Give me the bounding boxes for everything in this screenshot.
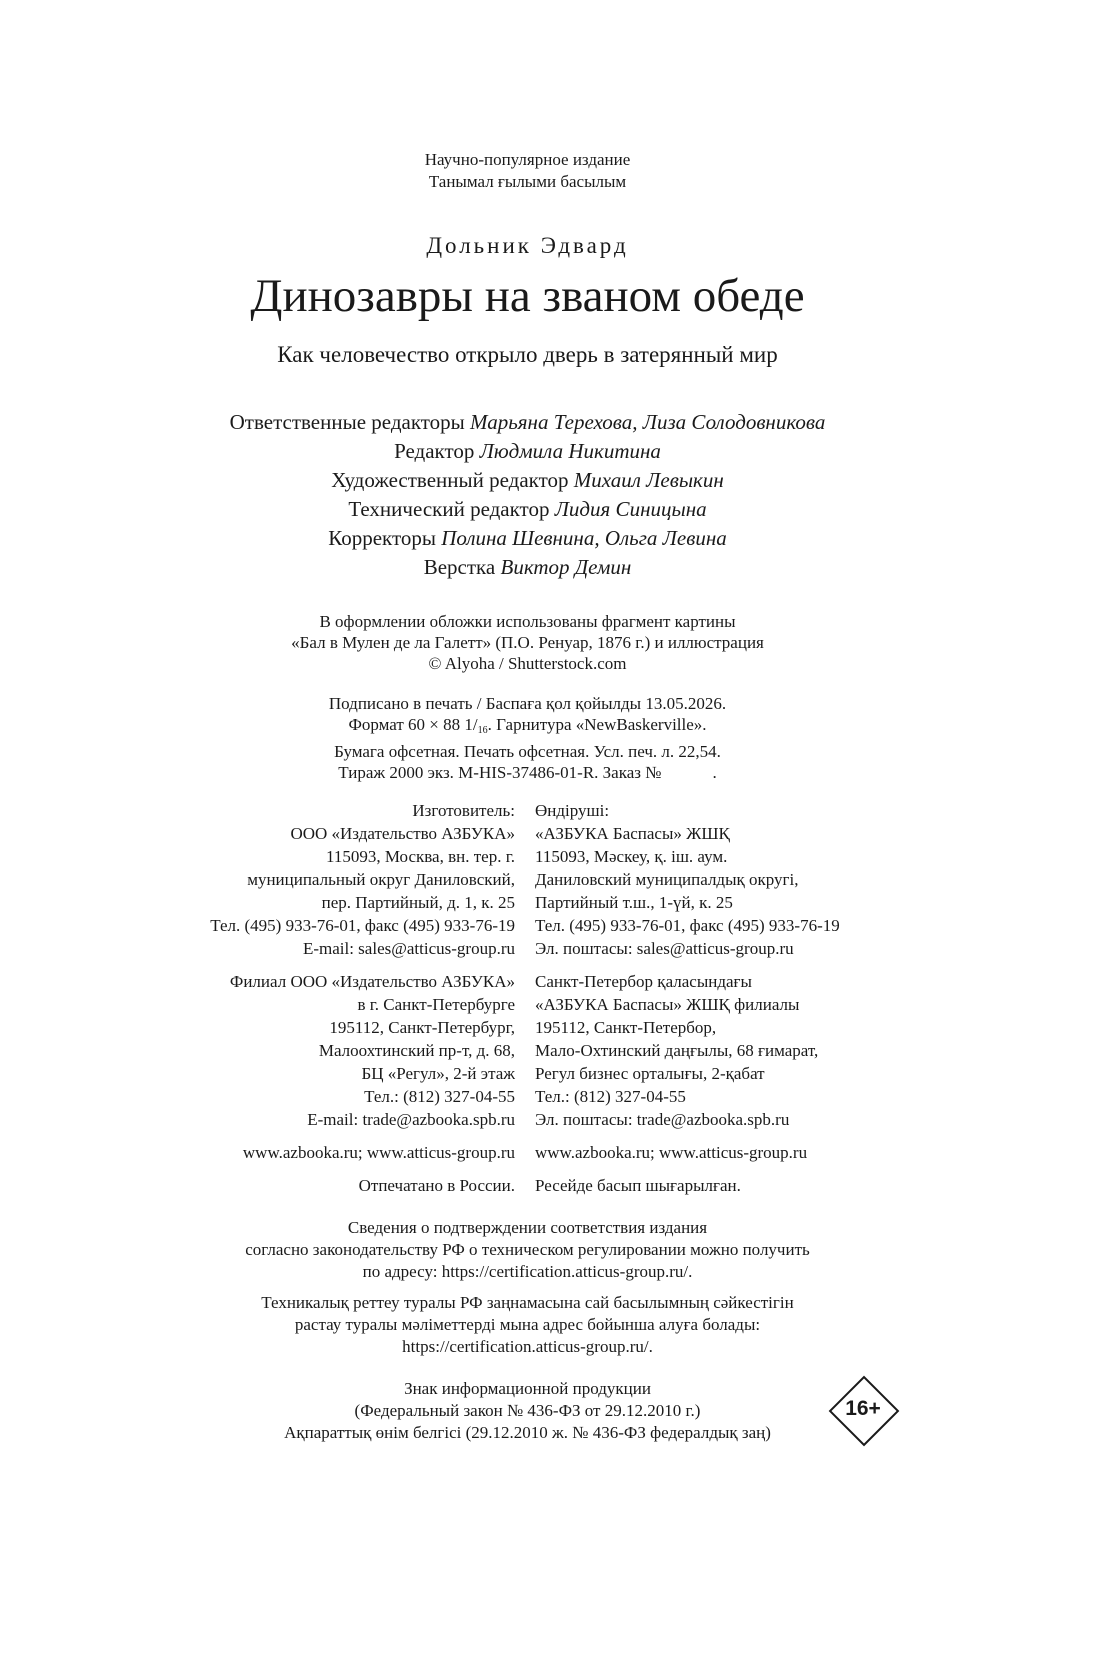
manufacturer-line: Партийный т.ш., 1-үй, к. 25 — [535, 893, 733, 912]
format-fraction: 1 — [464, 715, 473, 734]
credit-line — [0, 466, 1055, 495]
branch-line: Малоохтинский пр-т, д. 68, — [318, 1041, 515, 1060]
genre-ru: Научно-популярное издание — [424, 150, 631, 169]
credit-line — [0, 408, 1055, 437]
manufacturer-email: E-mail: sales@atticus-group.ru — [302, 939, 515, 958]
branch-line: 195112, Санкт-Петербор, — [535, 1018, 717, 1037]
run-line: Тираж 2000 экз. M-HIS-37486-01-R. Заказ № . — [338, 763, 717, 782]
credit-names: Марьяна Терехова, Лиза Солодовникова — [470, 410, 826, 434]
cover-note-line: «Бал в Мулен де ла Галетт» (П.О. Ренуар, 1876 г.) и иллюстрация — [291, 633, 764, 652]
author-name: Дольник Эдвард — [426, 233, 629, 258]
info-sign-line: Ақпараттық өнім белгісі (29.12.2010 ж. № 436-ФЗ федералдық заң) — [284, 1423, 771, 1442]
format-line: Формат 60 × 88 $1/_{16}$. Гарнитура «NewBaskerville». — [348, 715, 707, 736]
manufacturer-kz — [535, 799, 1095, 960]
printed-in-ru: Отпечатано в России. — [358, 1176, 515, 1195]
manufacturer-line: Өндіруші: — [535, 801, 610, 820]
manufacturer-line: Даниловский муниципалдық округі, — [535, 870, 799, 889]
cover-note-line: В оформлении обложки использованы фрагмент картины — [319, 612, 736, 631]
manufacturer-line: 115093, Мәскеу, қ. іш. аум. — [535, 847, 728, 866]
printed-in-kz: Ресейде басып шығарылған. — [535, 1176, 741, 1195]
credit-names: Виктор Демин — [500, 555, 632, 579]
credit-role: Верстка — [423, 555, 496, 579]
info-sign-line: (Федеральный закон № 436-ФЗ от 29.12.2010 г.) — [354, 1401, 701, 1420]
age-rating-label: 16+ — [845, 1397, 881, 1420]
credit-role: Редактор — [394, 439, 475, 463]
credit-role: Художественный редактор — [331, 468, 569, 492]
paper-line: Бумага офсетная. Печать офсетная. Усл. печ. л. 22,54. — [334, 742, 721, 761]
manufacturer-line: ООО «Издательство АЗБУКА» — [290, 824, 515, 843]
certification-ru — [0, 1217, 1055, 1283]
format-suffix: . Гарнитура «NewBaskerville». — [487, 715, 707, 734]
book-subtitle: Как человечество открыло дверь в затерянный мир — [277, 342, 778, 367]
branch-line: Мало-Охтинский даңғылы, 68 ғимарат, — [535, 1041, 819, 1060]
branch-email: Эл. поштасы: trade@azbooka.spb.ru — [535, 1110, 790, 1129]
cover-note-line: © Alyoha / Shutterstock.com — [428, 654, 627, 673]
branch-line: Тел.: (812) 327-04-55 — [364, 1087, 515, 1106]
branch-ru — [0, 970, 515, 1131]
credit-line — [0, 437, 1055, 466]
credit-role: Ответственные редакторы — [229, 410, 465, 434]
credit-names: Михаил Левыкин — [573, 468, 724, 492]
websites-ru: www.azbooka.ru; www.atticus-group.ru — [242, 1143, 515, 1162]
credit-role: Корректоры — [328, 526, 436, 550]
credit-names: Людмила Никитина — [479, 439, 661, 463]
manufacturer-email: Эл. поштасы: sales@atticus-group.ru — [535, 939, 794, 958]
column-ru — [0, 799, 515, 1207]
branch-line: Филиал ООО «Издательство АЗБУКА» — [229, 972, 515, 991]
print-info — [0, 693, 1055, 783]
book-title: Динозавры на званом обеде — [250, 270, 805, 322]
manufacturer-ru — [0, 799, 515, 960]
cover-note — [0, 611, 1055, 674]
certification-kz — [0, 1292, 1055, 1358]
column-kz — [535, 799, 1095, 1207]
branch-email: E-mail: trade@azbooka.spb.ru — [307, 1110, 515, 1129]
branch-line: «АЗБУКА Баспасы» ЖШҚ филиалы — [535, 995, 800, 1014]
age-rating-badge — [828, 1375, 898, 1445]
manufacturer-line: Изготовитель: — [412, 801, 515, 820]
genre-block — [0, 149, 1055, 193]
certification-line: по адресу: https://certification.atticus-group.ru/. — [362, 1262, 693, 1281]
branch-line: Регул бизнес орталығы, 2-қабат — [535, 1064, 765, 1083]
credit-line — [0, 553, 1055, 582]
branch-line: БЦ «Регул», 2-й этаж — [361, 1064, 515, 1083]
manufacturer-line: Тел. (495) 933-76-01, факс (495) 933-76-19 — [210, 916, 515, 935]
manufacturer-line: 115093, Москва, вн. тер. г. — [325, 847, 515, 866]
credit-names: Полина Шевнина, Ольга Левина — [441, 526, 727, 550]
credit-line — [0, 495, 1055, 524]
certification-line: согласно законодательству РФ о техническом регулировании можно получить — [245, 1240, 810, 1259]
credits-block — [0, 408, 1055, 582]
credit-names: Лидия Синицына — [554, 497, 707, 521]
certification-line: https://certification.atticus-group.ru/. — [402, 1337, 653, 1356]
certification-line: Сведения о подтверждении соответствия издания — [347, 1218, 708, 1237]
branch-line: Тел.: (812) 327-04-55 — [535, 1087, 686, 1106]
manufacturer-line: пер. Партийный, д. 1, к. 25 — [321, 893, 515, 912]
manufacturer-line: Тел. (495) 933-76-01, факс (495) 933-76-19 — [535, 916, 840, 935]
branch-kz — [535, 970, 1095, 1131]
websites-kz: www.azbooka.ru; www.atticus-group.ru — [535, 1143, 808, 1162]
certification-line: растау туралы мәліметтерді мына адрес бойынша алуға болады: — [294, 1315, 761, 1334]
certification-line: Техникалық реттеу туралы РФ заңнамасына сай басылымның сәйкестігін — [261, 1293, 794, 1312]
genre-kz: Танымал ғылыми басылым — [428, 172, 627, 191]
branch-line: 195112, Санкт-Петербург, — [329, 1018, 515, 1037]
branch-line: в г. Санкт-Петербурге — [357, 995, 515, 1014]
format-subscript: 16 — [477, 725, 488, 736]
info-sign-line: Знак информационной продукции — [404, 1379, 651, 1398]
credit-line — [0, 524, 1055, 553]
format-prefix: Формат 60 × 88 — [348, 715, 465, 734]
signed-to-print: Подписано в печать / Баспаға қол қойылды 13.05.2026. — [328, 694, 727, 713]
credit-role: Технический редактор — [348, 497, 550, 521]
manufacturer-line: «АЗБУКА Баспасы» ЖШҚ — [535, 824, 730, 843]
manufacturer-line: муниципальный округ Даниловский, — [247, 870, 515, 889]
branch-line: Санкт-Петербор қаласындағы — [535, 972, 752, 991]
